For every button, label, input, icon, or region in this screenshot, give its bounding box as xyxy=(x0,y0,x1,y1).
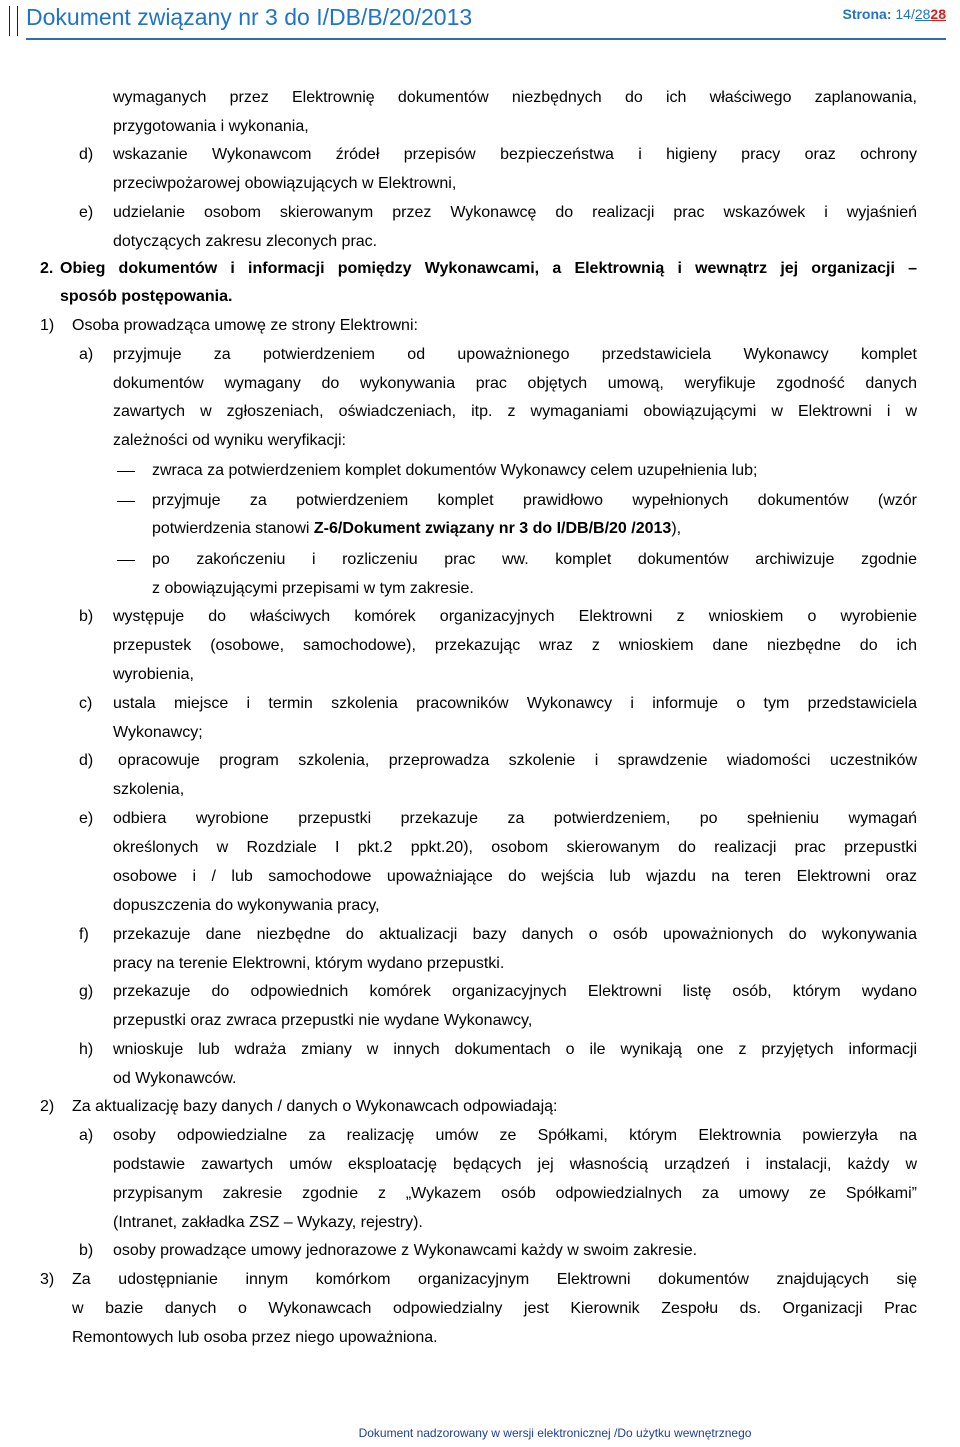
text-line: osoby prowadzące umowy jednorazowe z Wykonawcami każdy w swoim zakresie. xyxy=(113,1242,698,1259)
dash-bullet xyxy=(117,471,135,472)
document-reference: Z-6/Dokument związany nr 3 do I/DB/B/20 /2013 xyxy=(313,520,672,537)
text-line: przepustki oraz zwraca przepustki nie wydane Wykonawcy, xyxy=(113,1012,533,1029)
text-line: określonych w Rozdziale I pkt.2 ppkt.20), osobom skierowanym do realizacji prac przepustki xyxy=(113,839,917,856)
header-divider xyxy=(9,6,10,36)
text-line: od Wykonawców. xyxy=(113,1070,237,1087)
page-footer xyxy=(0,1426,960,1440)
text-line: udzielanie osobom skierowanym przez Wykonawcę do realizacji prac wskazówek i wyjaśnień xyxy=(113,204,917,221)
text-line: wnioskuje lub wdraża zmiany w innych dokumentach o ile wynikają one z przyjętych informacji xyxy=(113,1041,917,1058)
text-line: wymaganych przez Elektrownię dokumentów niezbędnych do ich właściwego zaplanowania, xyxy=(113,89,917,106)
text-line: po zakończeniu i rozliczeniu prac ww. komplet dokumentów archiwizuje zgodnie xyxy=(152,551,917,568)
list-marker: h) xyxy=(79,1041,94,1058)
page-header xyxy=(0,0,960,40)
list-marker: 1) xyxy=(40,317,55,334)
text-line: z obowiązującymi przepisami w tym zakresie. xyxy=(152,580,474,597)
text-line: osoby odpowiedzialne za realizację umów ze Spółkami, którym Elektrownia powierzyła na xyxy=(113,1127,917,1144)
text-line: osobowe i / lub samochodowe upoważniające do wejścia lub wjazdu na teren Elektrowni oraz xyxy=(113,868,917,885)
text-line: przyjmuje za potwierdzeniem komplet prawidłowo wypełnionych dokumentów (wzór xyxy=(152,492,917,509)
text-line: Osoba prowadząca umowę ze strony Elektrowni: xyxy=(72,317,418,334)
text-line: przekazuje dane niezbędne do aktualizacji bazy danych o osób upoważnionych do wykonywania xyxy=(113,926,917,943)
list-marker: e) xyxy=(79,810,94,827)
list-marker: f) xyxy=(79,926,89,943)
text-line: w bazie danych o Wykonawcach odpowiedzialny jest Kierownik Zespołu ds. Organizacji Prac xyxy=(72,1300,917,1317)
header-divider xyxy=(17,6,18,36)
text-line: Za udostępnianie innym komórkom organizacyjnym Elektrowni dokumentów znajdujących się xyxy=(72,1271,917,1288)
page-current: 14 xyxy=(895,6,911,22)
footer-note: Dokument nadzorowany w wersji elektronicznej /Do użytku wewnętrznego xyxy=(358,1426,752,1440)
list-marker: d) xyxy=(79,752,94,769)
text-line: zależności od wyniku weryfikacji: xyxy=(113,432,346,449)
text-line: zwraca za potwierdzeniem komplet dokumentów Wykonawcy celem uzupełnienia lub; xyxy=(152,462,758,479)
text-line: dokumentów wymagany do wykonywania prac objętych umową, weryfikuje zgodność danych xyxy=(113,375,917,392)
text-line: przepustek (osobowe, samochodowe), przekazując wraz z wnioskiem dane niezbędne do ich xyxy=(113,637,917,654)
page-label: Strona: xyxy=(842,6,892,22)
text-line: występuje do właściwych komórek organizacyjnych Elektrowni z wnioskiem o wyrobienie xyxy=(113,608,917,625)
dash-bullet xyxy=(117,501,135,502)
page-separator: / xyxy=(910,6,915,22)
text-span: ), xyxy=(671,520,682,537)
text-line: ustala miejsce i termin szkolenia pracowników Wykonawcy i informuje o tym przedstawiciela xyxy=(113,695,917,712)
text-line: przygotowania i wykonania, xyxy=(113,118,309,135)
section-heading: Obieg dokumentów i informacji pomiędzy Wykonawcami, a Elektrownią i wewnątrz jej organizacji – xyxy=(60,260,917,277)
text-line: opracowuje program szkolenia, przeprowadza szkolenie i sprawdzenie wiadomości uczestników xyxy=(118,752,917,769)
page-total-old: 28 xyxy=(914,6,931,22)
text-line xyxy=(152,519,681,539)
text-line: podstawie zawartych umów eksploatację będących jej własnością urządzeń i instalacji, każdy w xyxy=(113,1156,917,1173)
list-marker: a) xyxy=(79,1127,94,1144)
list-marker: e) xyxy=(79,204,94,221)
page-number xyxy=(842,6,946,22)
list-marker: 2) xyxy=(40,1098,55,1115)
text-line: przyjmuje za potwierdzeniem od upoważnionego przedstawiciela Wykonawcy komplet xyxy=(113,346,917,363)
document-title: Dokument związany nr 3 do I/DB/B/20/2013 xyxy=(26,4,473,30)
list-marker: 3) xyxy=(40,1271,55,1288)
list-marker: d) xyxy=(79,146,94,163)
text-line: wyrobienia, xyxy=(113,666,194,683)
text-line: (Intranet, zakładka ZSZ – Wykazy, rejestry). xyxy=(113,1214,423,1231)
list-marker: c) xyxy=(79,695,93,712)
page-total-new: 28 xyxy=(930,6,946,22)
list-marker: g) xyxy=(79,983,94,1000)
list-marker: a) xyxy=(79,346,94,363)
text-line: szkolenia, xyxy=(113,781,185,798)
list-marker: b) xyxy=(79,608,94,625)
text-line: Remontowych lub osoba przez niego upoważniona. xyxy=(72,1329,438,1346)
section-heading: sposób postępowania. xyxy=(60,288,233,305)
list-marker: b) xyxy=(79,1242,94,1259)
text-line: odbiera wyrobione przepustki przekazuje za potwierdzeniem, po spełnieniu wymagań xyxy=(113,810,917,827)
section-number: 2. xyxy=(40,260,54,277)
text-line: dotyczących zakresu zleconych prac. xyxy=(113,233,378,250)
text-line: Wykonawcy; xyxy=(113,724,203,741)
text-line: wskazanie Wykonawcom źródeł przepisów bezpieczeństwa i higieny pracy oraz ochrony xyxy=(113,146,917,163)
text-line: przypisanym zakresie zgodnie z „Wykazem osób odpowiedzialnych za umowy ze Spółkami” xyxy=(113,1185,917,1202)
text-line: pracy na terenie Elektrowni, którym wydano przepustki. xyxy=(113,955,505,972)
text-line: przeciwpożarowej obowiązujących w Elektrowni, xyxy=(113,175,457,192)
text-span: potwierdzenia stanowi xyxy=(152,520,314,537)
text-line: przekazuje do odpowiednich komórek organizacyjnych Elektrowni listę osób, którym wydano xyxy=(113,983,917,1000)
text-line: zawartych w zgłoszeniach, oświadczeniach, itp. z wymaganiami obowiązującymi w Elektrowni i w xyxy=(113,403,917,420)
header-rule xyxy=(26,38,946,40)
text-line: Za aktualizację bazy danych / danych o Wykonawcach odpowiadają: xyxy=(72,1098,558,1115)
text-line: dopuszczenia do wykonywania pracy, xyxy=(113,897,380,914)
dash-bullet xyxy=(117,560,135,561)
